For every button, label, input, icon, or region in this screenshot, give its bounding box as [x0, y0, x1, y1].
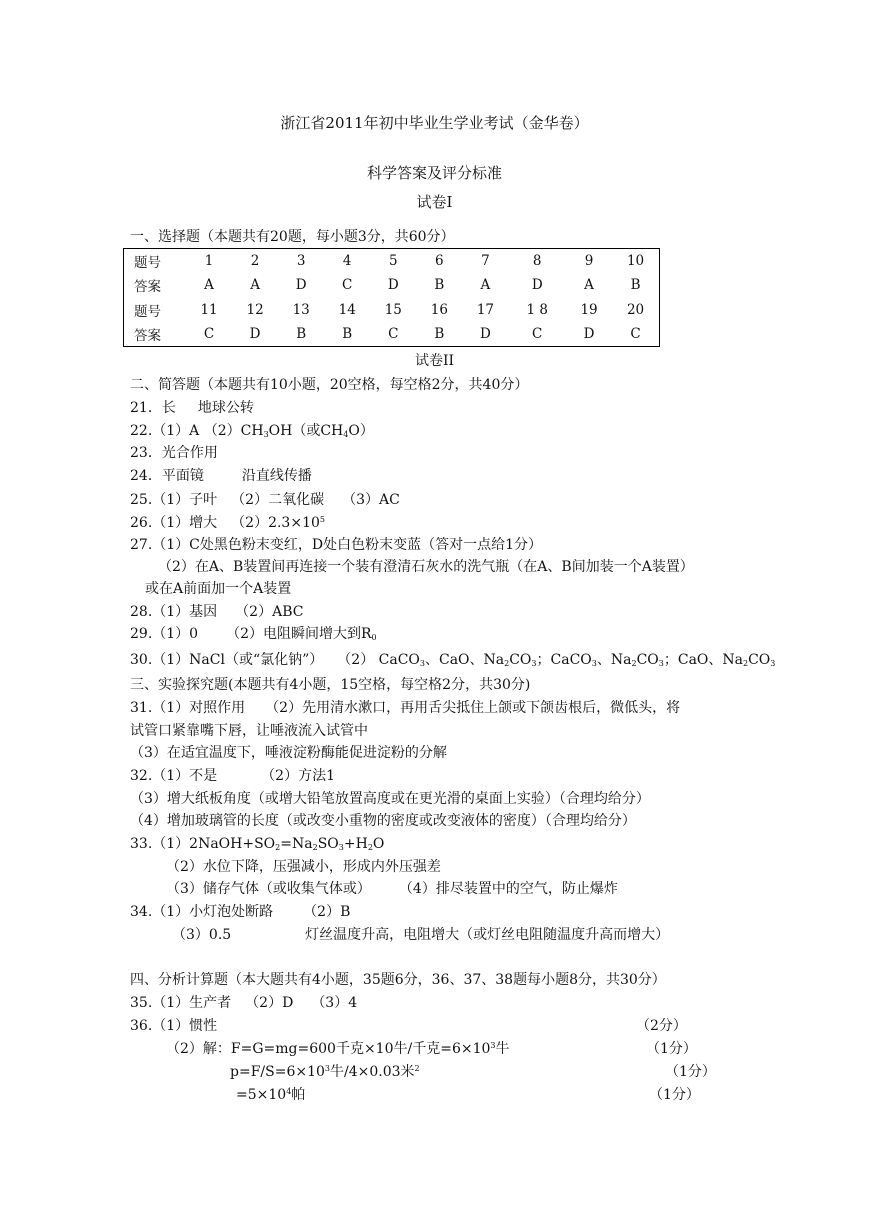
answer-text: ；CaCO	[536, 652, 592, 668]
table-cell: B	[296, 325, 307, 342]
table-cell: A	[204, 277, 214, 294]
answer-text: SO	[317, 836, 339, 852]
answer-text: +H	[343, 836, 368, 852]
answer-34-line-2	[172, 924, 669, 944]
table-cell: C	[532, 325, 543, 342]
answer-text: 牛	[495, 1041, 510, 1057]
table-cell: 20	[626, 301, 645, 318]
table-cell: B	[342, 325, 353, 342]
answer-text: （3）AC	[342, 492, 400, 508]
superscript: 2	[414, 1064, 420, 1073]
answer-text: 29.（1）0	[130, 626, 199, 642]
table-cell: 16	[430, 301, 448, 318]
answer-text: 33.（1）2NaOH+SO	[130, 836, 276, 852]
superscript: 3	[490, 1041, 496, 1050]
answer-33-line-1	[130, 833, 384, 853]
answer-text: 34.（1）小灯泡处断路	[130, 904, 274, 920]
table-cell: A	[480, 277, 491, 294]
answer-text: 、Na	[596, 652, 632, 668]
table-cell: C	[388, 325, 399, 342]
answer-35	[130, 992, 357, 1012]
answer-text: CO	[509, 652, 532, 668]
table-cell: 5	[388, 253, 398, 270]
answer-text: CO	[636, 652, 659, 668]
answer-text: 32.（1）不是	[130, 768, 218, 784]
table-cell: 19	[580, 301, 598, 318]
answer-text: （4）排尽装置中的空气，防止爆炸	[398, 881, 618, 897]
score-label: （1分）	[665, 1064, 716, 1080]
table-cell: 8	[532, 253, 542, 270]
table-cell: 4	[342, 253, 352, 270]
table-cell: 答案	[134, 279, 161, 296]
answer-text: 帕	[291, 1087, 306, 1103]
answer-27-line-1: 27.（1）C处黑色粉末变红，D处白色粉末变蓝（答对一点给1分）	[130, 537, 543, 553]
answer-36-line-4	[236, 1084, 305, 1104]
answer-text: O）	[348, 423, 374, 439]
answer-24	[130, 465, 312, 485]
answer-36-line-2	[166, 1038, 510, 1058]
page-title: 浙江省2011年初中毕业生学业考试（金华卷）	[280, 114, 589, 132]
subscript: 2	[631, 659, 637, 668]
superscript: 5	[319, 515, 325, 524]
answer-text: CO	[748, 652, 771, 668]
table-cell: B	[434, 277, 445, 294]
section-4-heading: 四、分析计算题（本大题共有4小题，35题6分，36、37、38题每小题8分，共30分）	[130, 972, 666, 988]
answer-text: =Na	[280, 836, 313, 852]
table-cell: C	[203, 325, 215, 342]
answer-text: 35.（1）生产者	[130, 995, 232, 1011]
answer-text: （3）0.5	[172, 927, 232, 943]
answer-text: （2）D	[245, 995, 294, 1011]
score-label: （1分）	[646, 1041, 697, 1057]
answer-33-line-2: （2）水位下降，压强减小，形成内外压强差	[166, 859, 441, 875]
answer-text: （2）ABC	[235, 604, 304, 620]
subscript: 2	[743, 659, 749, 668]
answer-34-line-1	[130, 901, 350, 921]
answer-text: 灯丝温度升高，电阻增大（或灯丝电阻随温度升高而增大）	[305, 927, 670, 943]
table-cell: A	[250, 277, 260, 294]
table-cell: 15	[384, 301, 402, 318]
paper-two-heading: 试卷II	[414, 353, 455, 369]
table-cell: 6	[435, 253, 444, 270]
answer-36-line-1: 36.（1）惯性	[130, 1018, 218, 1034]
table-row	[124, 273, 660, 297]
answer-text: （2）方法1	[261, 768, 335, 784]
subscript: 2	[312, 843, 318, 852]
paper-one-heading: 试卷Ⅰ	[416, 193, 453, 211]
answer-text: 26.（1）增大	[130, 515, 218, 531]
answer-text: OH（或CH	[268, 423, 344, 439]
subscript: 0	[371, 633, 377, 642]
answer-25	[130, 489, 400, 509]
section-1-heading: 一、选择题（本题共有20题，每小题3分，共60分）	[130, 229, 455, 245]
superscript: 4	[286, 1087, 292, 1096]
table-cell: B	[434, 325, 445, 342]
table-cell: 11	[200, 301, 218, 318]
answer-text: 22.（1）A （2）CH	[130, 423, 264, 439]
table-cell: 题号	[134, 303, 161, 320]
answer-text: 、CaO、Na	[424, 652, 505, 668]
answer-29	[130, 623, 377, 643]
superscript: 3	[324, 1064, 330, 1073]
answer-32-line-1	[130, 765, 335, 785]
answer-text: （2）B	[303, 904, 351, 920]
table-cell: 题号	[134, 255, 161, 272]
subscript: 3	[338, 843, 344, 852]
answer-text: （2） CaCO	[337, 652, 420, 668]
subscript: 3	[658, 659, 664, 668]
answer-30	[130, 649, 775, 669]
answer-table	[123, 248, 660, 347]
table-cell: C	[342, 277, 353, 294]
score-label: （2分）	[636, 1018, 687, 1034]
answer-text: 31.（1）对照作用	[130, 700, 246, 716]
table-cell: 7	[481, 253, 490, 270]
table-cell: B	[630, 277, 641, 294]
section-2-heading: 二、简答题（本题共有10小题，20空格，每空格2分，共40分）	[130, 377, 529, 393]
answer-text: 沿直线传播	[241, 468, 312, 484]
table-cell: 12	[246, 301, 264, 318]
subscript: 3	[263, 430, 269, 439]
page-subtitle: 科学答案及评分标准	[366, 164, 502, 182]
answer-31-line-3: （3）在适宜温度下，唾液淀粉酶能促进淀粉的分解	[130, 745, 447, 761]
table-cell: D	[295, 277, 307, 294]
answer-23: 23．光合作用	[130, 445, 218, 461]
answer-32-line-3: （4）增加玻璃管的长度（或改变小重物的密度或改变液体的密度）（合理均给分）	[130, 813, 636, 829]
table-row	[124, 297, 660, 321]
answer-text: 地球公转	[197, 400, 254, 416]
answer-text: （2）电阻瞬间增大到R	[226, 626, 372, 642]
answer-text: （3）储存气体（或收集气体或）	[166, 881, 371, 897]
table-cell: D	[479, 325, 491, 342]
answer-text: （3）4	[311, 995, 358, 1011]
table-cell: 17	[476, 301, 494, 318]
answer-33-line-3	[166, 878, 618, 898]
table-cell: 3	[296, 253, 306, 270]
subscript: 2	[275, 843, 281, 852]
table-cell: 1	[204, 253, 214, 270]
answer-text: 25.（1）子叶	[130, 492, 218, 508]
answer-text: p=F/S=6×10	[230, 1064, 325, 1080]
table-cell: 9	[584, 253, 594, 270]
answer-32-line-2: （3）增大纸板角度（或增大铅笔放置高度或在更光滑的桌面上实验）（合理均给分）	[130, 791, 650, 807]
table-cell: 1 8	[526, 301, 548, 318]
subscript: 2	[504, 659, 510, 668]
subscript: 4	[343, 430, 349, 439]
table-cell: A	[584, 277, 594, 294]
answer-text: 24．平面镜	[130, 468, 204, 484]
answer-31-line-1	[130, 697, 680, 717]
subscript: 3	[770, 659, 776, 668]
table-cell: D	[583, 325, 595, 342]
answer-28	[130, 601, 303, 621]
table-cell: C	[630, 325, 641, 342]
answer-text: =5×10	[236, 1087, 287, 1103]
subscript: 3	[591, 659, 597, 668]
table-cell: D	[531, 277, 543, 294]
subscript: 3	[531, 659, 537, 668]
answer-27-line-3: 或在A前面加一个A装置	[145, 581, 292, 597]
answer-27-line-2: （2）在A、B装置间再连接一个装有澄清石灰水的洗气瓶（在A、B间加装一个A装置）	[158, 559, 694, 575]
table-cell: 13	[292, 301, 310, 318]
table-cell: D	[387, 277, 399, 294]
score-label: （1分）	[649, 1087, 700, 1103]
subscript: 3	[419, 659, 425, 668]
answer-22	[130, 420, 374, 440]
answer-text: 牛/4×0.03米	[330, 1064, 415, 1080]
answer-text: 28.（1）基因	[130, 604, 218, 620]
answer-text: （2）二氧化碳	[231, 492, 325, 508]
subscript: 2	[367, 843, 373, 852]
answer-text: 30.（1）NaCl（或“氯化钠”）	[130, 652, 324, 668]
table-row	[124, 249, 660, 274]
answer-21	[130, 397, 254, 417]
table-cell: 答案	[134, 327, 161, 344]
section-3-heading: 三、实验探究题(本题共有4小题，15空格，每空格2分，共30分)	[130, 677, 531, 693]
table-cell: D	[249, 325, 261, 342]
answer-text: O	[372, 836, 385, 852]
table-cell: 2	[250, 253, 260, 270]
answer-26	[130, 512, 325, 532]
answer-31-line-2: 试管口紧靠嘴下唇，让唾液流入试管中	[130, 723, 368, 739]
table-cell: 10	[626, 253, 645, 270]
answer-text: ；CaO、Na	[663, 652, 743, 668]
answer-text: 21．长	[130, 400, 176, 416]
table-cell: 14	[338, 301, 356, 318]
answer-text: （2）先用清水漱口，再用舌尖抵住上颌或下颌齿根后，微低头，将	[265, 700, 681, 716]
answer-text: （2）2.3×10	[231, 515, 320, 531]
answer-text: （2）解：F=G=mg=600千克×10牛/千克=6×10	[166, 1041, 491, 1057]
answer-36-line-3	[230, 1061, 420, 1081]
table-row	[124, 322, 660, 347]
